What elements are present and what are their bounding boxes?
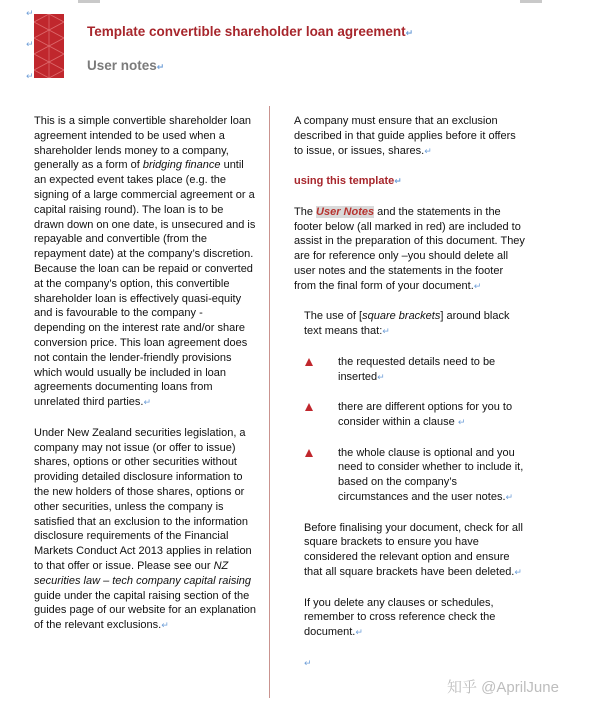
paragraph-mark: ↵ <box>473 281 482 292</box>
paragraph-mark: ↵ <box>457 417 466 428</box>
paragraph-mark: ↵ <box>424 146 432 157</box>
triangle-bullet-icon <box>305 403 313 411</box>
paragraph-mark: ↵ <box>156 63 165 73</box>
bracket-meaning-list <box>294 355 526 506</box>
paragraph-mark: ↵ <box>505 492 514 503</box>
finalising-paragraph: Before finalising your document, check for all square brackets to ensure you have considered the relevant option and ensure that all square brackets have been deleted.↵ <box>304 521 523 578</box>
paragraph-mark: ↵ <box>394 177 402 188</box>
exclusion-paragraph: A company must ensure that an exclusion described in that guide applies before it offers to issue, or issues, shares.↵ <box>294 115 516 157</box>
triangle-bullet-icon <box>305 358 313 366</box>
document-title: Template convertible shareholder loan agreement↵ <box>87 24 414 39</box>
paragraph-mark: ↵ <box>26 40 34 50</box>
paragraph-mark: ↵ <box>355 628 363 639</box>
left-column <box>34 114 256 634</box>
brand-logo-icon <box>34 14 64 78</box>
list-item: the requested details need to be inserted↵ <box>294 355 526 386</box>
user-notes-highlight: User Notes <box>316 205 375 218</box>
top-scrollbar-left <box>78 0 100 3</box>
top-scrollbar-right <box>520 0 542 3</box>
paragraph-mark: ↵ <box>514 567 522 578</box>
paragraph-mark: ↵ <box>26 72 34 82</box>
section-heading: using this template↵ <box>294 175 402 188</box>
paragraph-mark: ↵ <box>382 327 390 338</box>
paragraph-mark: ↵ <box>304 658 312 669</box>
paragraph-mark: ↵ <box>405 29 414 39</box>
triangle-bullet-icon <box>305 449 313 457</box>
intro-paragraph: This is a simple convertible shareholder loan agreement intended to be used when a shareholder lends money to a company, generally as a form of bridging finance until an expected event takes place (e.g. the signing of a large commercial agreement or a capital raising round). The loan is to be drawn down on one date, is unsecured and is repayable and convertible (from the repayment date) at the company’s discretion. Because the loan can be repaid or converted at the company’s option, this convertible shareholder loan is effectively quasi-equity and is favourable to the company - depending on the interest rate and/or share conversion price. This loan agreement does not contain the lender-friendly provisions which would usually be included in loan agreements documenting loans from unrelated third parties.↵ <box>34 115 256 409</box>
user-notes-paragraph: The User Notes and the statements in the footer below (all marked in red) are included to assist in the preparation of this document. They are for reference only –you should delete all user notes and the statements in the footer from the final form of your document.↵ <box>294 205 525 292</box>
watermark: 知乎 @AprilJune <box>447 679 559 696</box>
list-item: the whole clause is optional and you need to consider whether to include it, based on the company’s circumstances and the user notes.↵ <box>294 446 526 506</box>
cross-reference-paragraph: If you delete any clauses or schedules, remember to cross reference check the document.↵ <box>304 596 496 639</box>
right-column <box>294 114 526 671</box>
document-subtitle: User notes↵ <box>87 58 165 73</box>
column-divider <box>269 106 270 698</box>
paragraph-mark: ↵ <box>26 9 34 19</box>
securities-paragraph: Under New Zealand securities legislation, a company may not issue (or offer to issue) shares, options or other securities without providing detailed disclosure information to the new holders of those shares, options or other securities, unless the company is satisfied that an exclusion to the information disclosure requirements of the Financial Markets Conduct Act 2013 applies in relation to that offer or issue. Please see our NZ securities law – tech company capital raising guide under the capital raising section of the guides page of our website for an explanation of the relevant exclusions.↵ <box>34 426 256 632</box>
empty-paragraph <box>304 656 526 672</box>
brackets-paragraph: The use of [square brackets] around black text means that:↵ <box>304 310 510 338</box>
paragraph-mark: ↵ <box>161 621 169 632</box>
paragraph-mark: ↵ <box>377 372 385 383</box>
paragraph-mark: ↵ <box>143 398 151 409</box>
list-item: there are different options for you to consider within a clause ↵ <box>294 400 526 431</box>
